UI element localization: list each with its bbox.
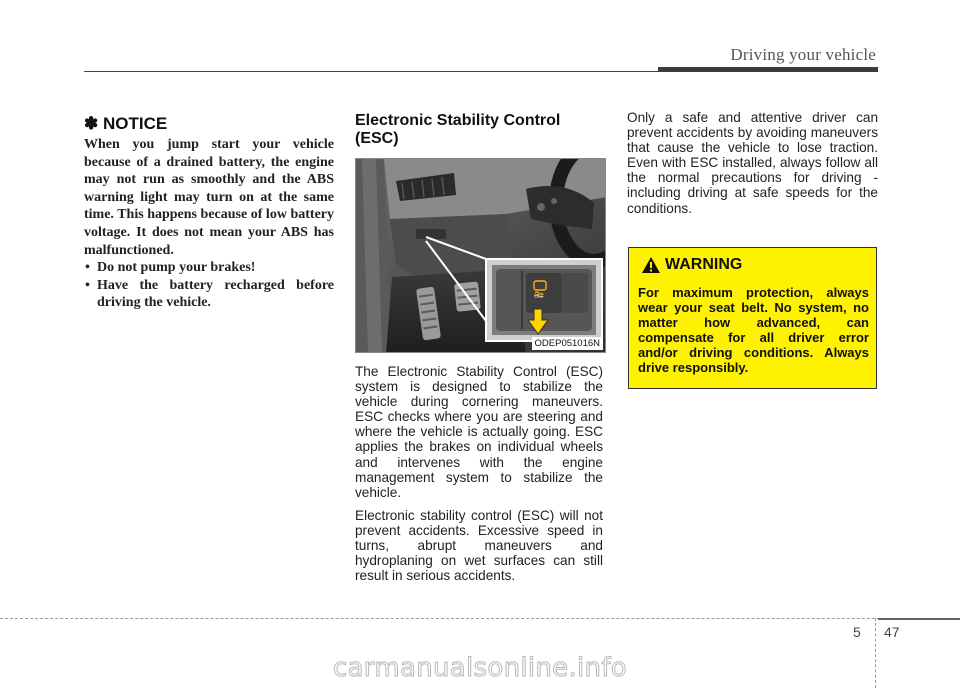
- esc-heading: Electronic Stability Control (ESC): [355, 112, 561, 147]
- notice-body: [84, 136, 334, 312]
- warning-box: [628, 247, 877, 389]
- notice-list: [84, 259, 334, 312]
- section-title: Driving your vehicle: [730, 45, 876, 64]
- notice-bullet: • Do not pump your brakes!: [84, 259, 334, 277]
- esc-figure: [355, 158, 606, 353]
- footer-rule-solid: [878, 618, 960, 620]
- header-rule-accent: [658, 67, 878, 72]
- notice-title: ✽ NOTICE: [84, 114, 168, 133]
- notice-paragraph: When you jump start your vehicle because of a drained battery, the engine may not run as smoothly and the ABS warning light may turn on at the same time. This happens because of low battery voltage. It does not mean your ABS has malfunctioned.: [84, 137, 334, 258]
- esc-off-label: OFF: [534, 294, 544, 300]
- esc-paragraph: The Electronic Stability Control (ESC) system is designed to stabilize the vehicle during cornering maneuvers. ESC checks where you are steering and where the vehicle is actually going. ESC applies the brakes on individual wheels and intervenes with the engine management system to stabilize the vehicle.: [355, 364, 603, 500]
- warning-header: [641, 256, 742, 274]
- warning-triangle-icon: [641, 256, 661, 274]
- page-number: 47: [884, 624, 900, 640]
- footer-rule: [0, 618, 960, 619]
- chapter-number: 5: [853, 624, 861, 640]
- watermark: carmanualsonline.info: [332, 653, 627, 683]
- header-rule: [84, 71, 658, 72]
- warning-title: WARNING: [665, 256, 743, 273]
- esc-paragraph: Electronic stability control (ESC) will not prevent accidents. Excessive speed in turns, abrupt maneuvers and hydroplaning on wet surfaces can still result in serious accidents.: [355, 507, 603, 584]
- figure-code: ODEP051016N: [532, 337, 603, 350]
- column3-body: Only a safe and attentive driver can prevent accidents by avoiding maneuvers that cause the vehicle to lose traction. Even with ESC installed, always follow all the normal precautions for driving - including driving at safe speeds for the conditions.: [627, 110, 878, 216]
- notice-bullet: • Have the battery recharged before driving the vehicle.: [84, 277, 334, 312]
- dashboard-illustration: [356, 159, 606, 353]
- warning-text: For maximum protection, always wear your seat belt. No system, no matter how advanced, can compensate for all driver error and/or driving conditions. Always drive responsibly.: [638, 285, 869, 375]
- esc-body: [355, 364, 603, 591]
